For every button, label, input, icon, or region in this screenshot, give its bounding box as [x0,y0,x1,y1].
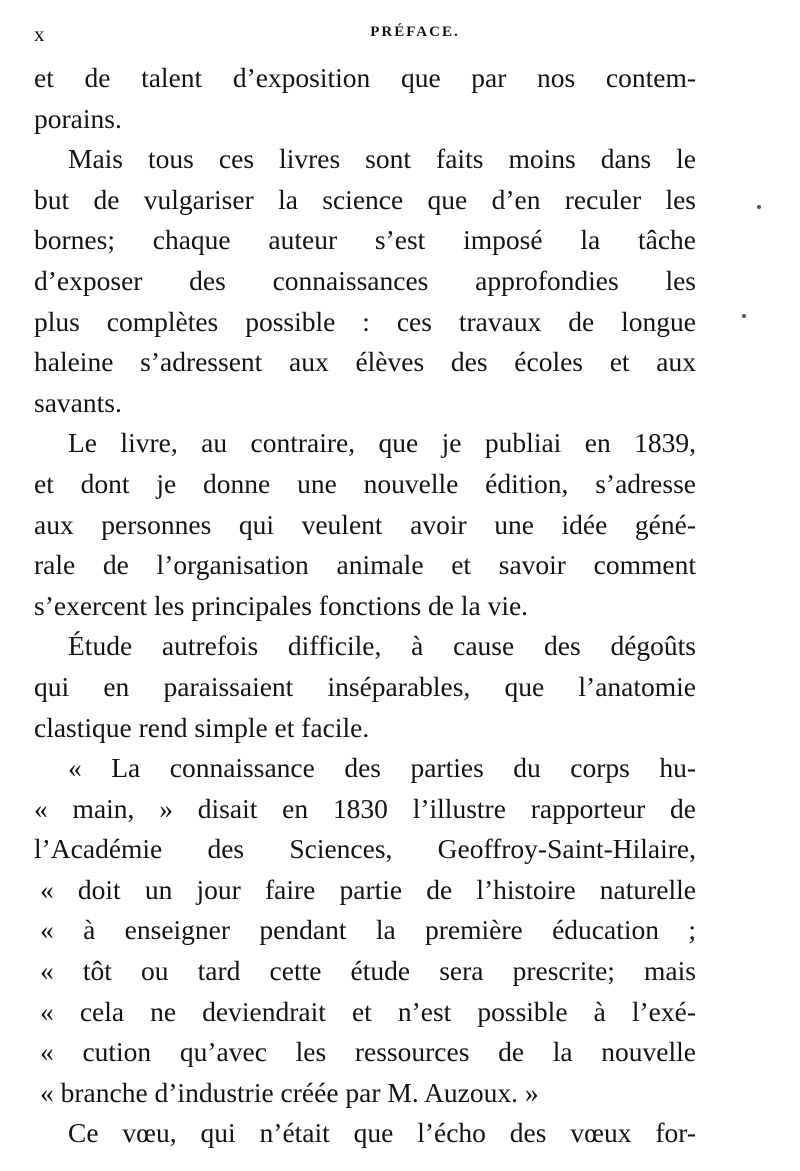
quote-line: « à enseigner pendant la première éducation ; [40,914,696,946]
body-text [34,58,696,1154]
text-line: d’exposer des connaissances approfondies les [34,264,696,296]
text-line: et de talent d’exposition que par nos contem- [34,62,696,93]
paragraph-first-line: Le livre, au contraire, que je publiai en 1839, [68,427,696,459]
quote-line: « main, » disait en 1830 l’illustre rapporteur de [34,792,696,824]
text-line: haleine s’adressent aux élèves des écoles et aux [34,346,696,378]
ink-speck [742,314,746,318]
text-line: qui en paraissaient inséparables, que l’anatomie [34,670,696,702]
text-line: but de vulgariser la science que d’en reculer les [34,183,696,215]
text-line: s’exercent les principales fonctions de la vie. [34,589,529,621]
quote-line: « cela ne deviendrait et n’est possible à l’exé- [40,995,696,1027]
paragraph-first-line: Ce vœu, qui n’était que l’écho des vœux for- [68,1117,696,1149]
running-head: PRÉFACE. [370,24,460,40]
quote-first-line: « La connaissance des parties du corps hu- [68,752,696,784]
ink-speck [757,205,761,209]
page-number: x [34,22,45,46]
paragraph-first-line: Étude autrefois difficile, à cause des dégoûts [68,630,696,662]
text-line: plus complètes possible : ces travaux de longue [34,305,696,337]
text-line: clastique rend simple et facile. [34,711,370,743]
paragraph-first-line: Mais tous ces livres sont faits moins dans le [68,143,696,175]
page-header [30,22,770,46]
quote-line: l’Académie des Sciences, Geoffroy-Saint-Hilaire, [34,833,696,865]
text-line: porains. [34,102,122,134]
text-line: aux personnes qui veulent avoir une idée géné- [34,508,696,540]
text-line: savants. [34,386,122,418]
quote-line: « branche d’industrie créée par M. Auzoux. » [40,1076,539,1108]
quote-line: « tôt ou tard cette étude sera prescrite; mais [40,955,696,987]
quote-line: « doit un jour faire partie de l’histoire naturelle [40,873,696,905]
text-line: bornes; chaque auteur s’est imposé la tâche [34,224,696,256]
text-line: et dont je donne une nouvelle édition, s’adresse [34,467,696,499]
text-line: rale de l’organisation animale et savoir comment [34,549,696,581]
quote-line: « cution qu’avec les ressources de la nouvelle [40,1036,696,1068]
